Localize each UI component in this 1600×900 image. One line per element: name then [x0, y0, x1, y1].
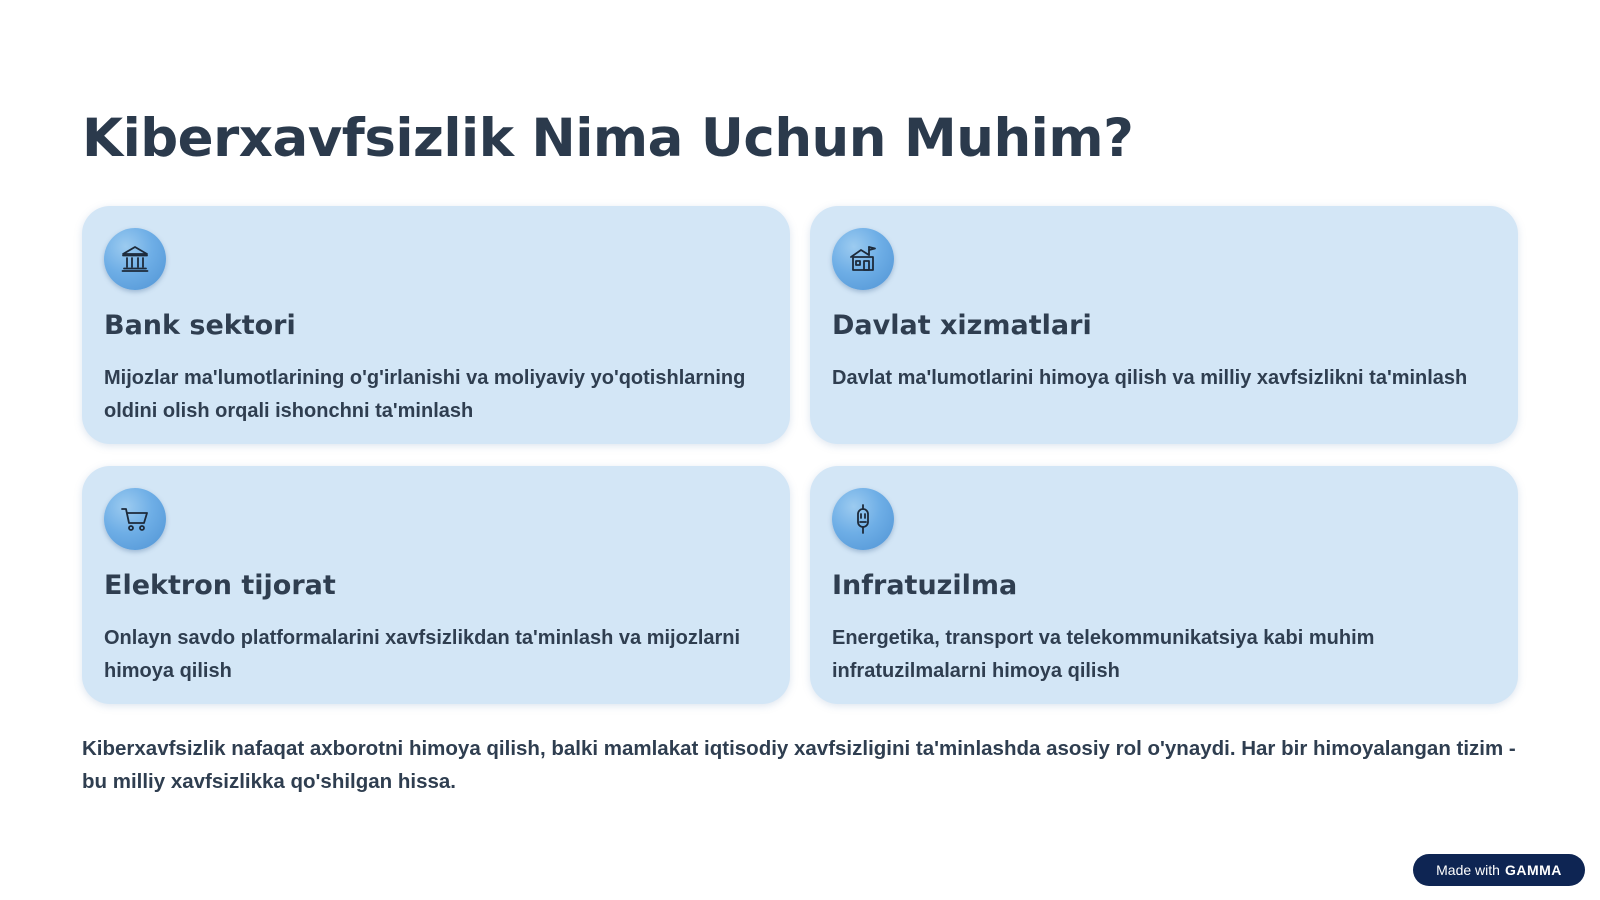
- gamma-logo: GAMMA: [1504, 862, 1562, 878]
- card-e-commerce: [82, 466, 790, 704]
- shopping-cart-icon: [104, 488, 166, 550]
- power-plug-icon: [832, 488, 894, 550]
- card-description: Energetika, transport va telekommunikatsiya kabi muhim infratuzilmalarni himoya qilish: [832, 627, 1375, 682]
- card-title: Elektron tijorat: [104, 570, 336, 601]
- card-title: Bank sektori: [104, 310, 296, 341]
- card-infrastructure: [810, 466, 1518, 704]
- bank-icon: [104, 228, 166, 290]
- made-with-gamma-badge[interactable]: [1413, 854, 1585, 886]
- card-title: Davlat xizmatlari: [832, 310, 1092, 341]
- summary-text: Kiberxavfsizlik nafaqat axborotni himoya qilish, balki mamlakat iqtisodiy xavfsizligini ta'minlashda asosiy rol o'ynaydi. Har bir himoyalangan tizim - bu milliy xavfsizlikka qo'shilgan hissa.: [82, 737, 1516, 793]
- badge-prefix: Made with: [1436, 862, 1500, 878]
- card-description: Davlat ma'lumotlarini himoya qilish va milliy xavfsizlikni ta'minlash: [832, 367, 1468, 389]
- page-title: Kiberxavfsizlik Nima Uchun Muhim?: [82, 108, 1134, 169]
- card-bank-sector: [82, 206, 790, 444]
- card-government-services: [810, 206, 1518, 444]
- government-building-icon: [832, 228, 894, 290]
- card-description: Onlayn savdo platformalarini xavfsizlikdan ta'minlash va mijozlarni himoya qilish: [104, 627, 741, 682]
- card-title: Infratuzilma: [832, 570, 1018, 601]
- card-description: Mijozlar ma'lumotlarining o'g'irlanishi va moliyaviy yo'qotishlarning oldini olish orqali ishonchni ta'minlash: [104, 367, 746, 422]
